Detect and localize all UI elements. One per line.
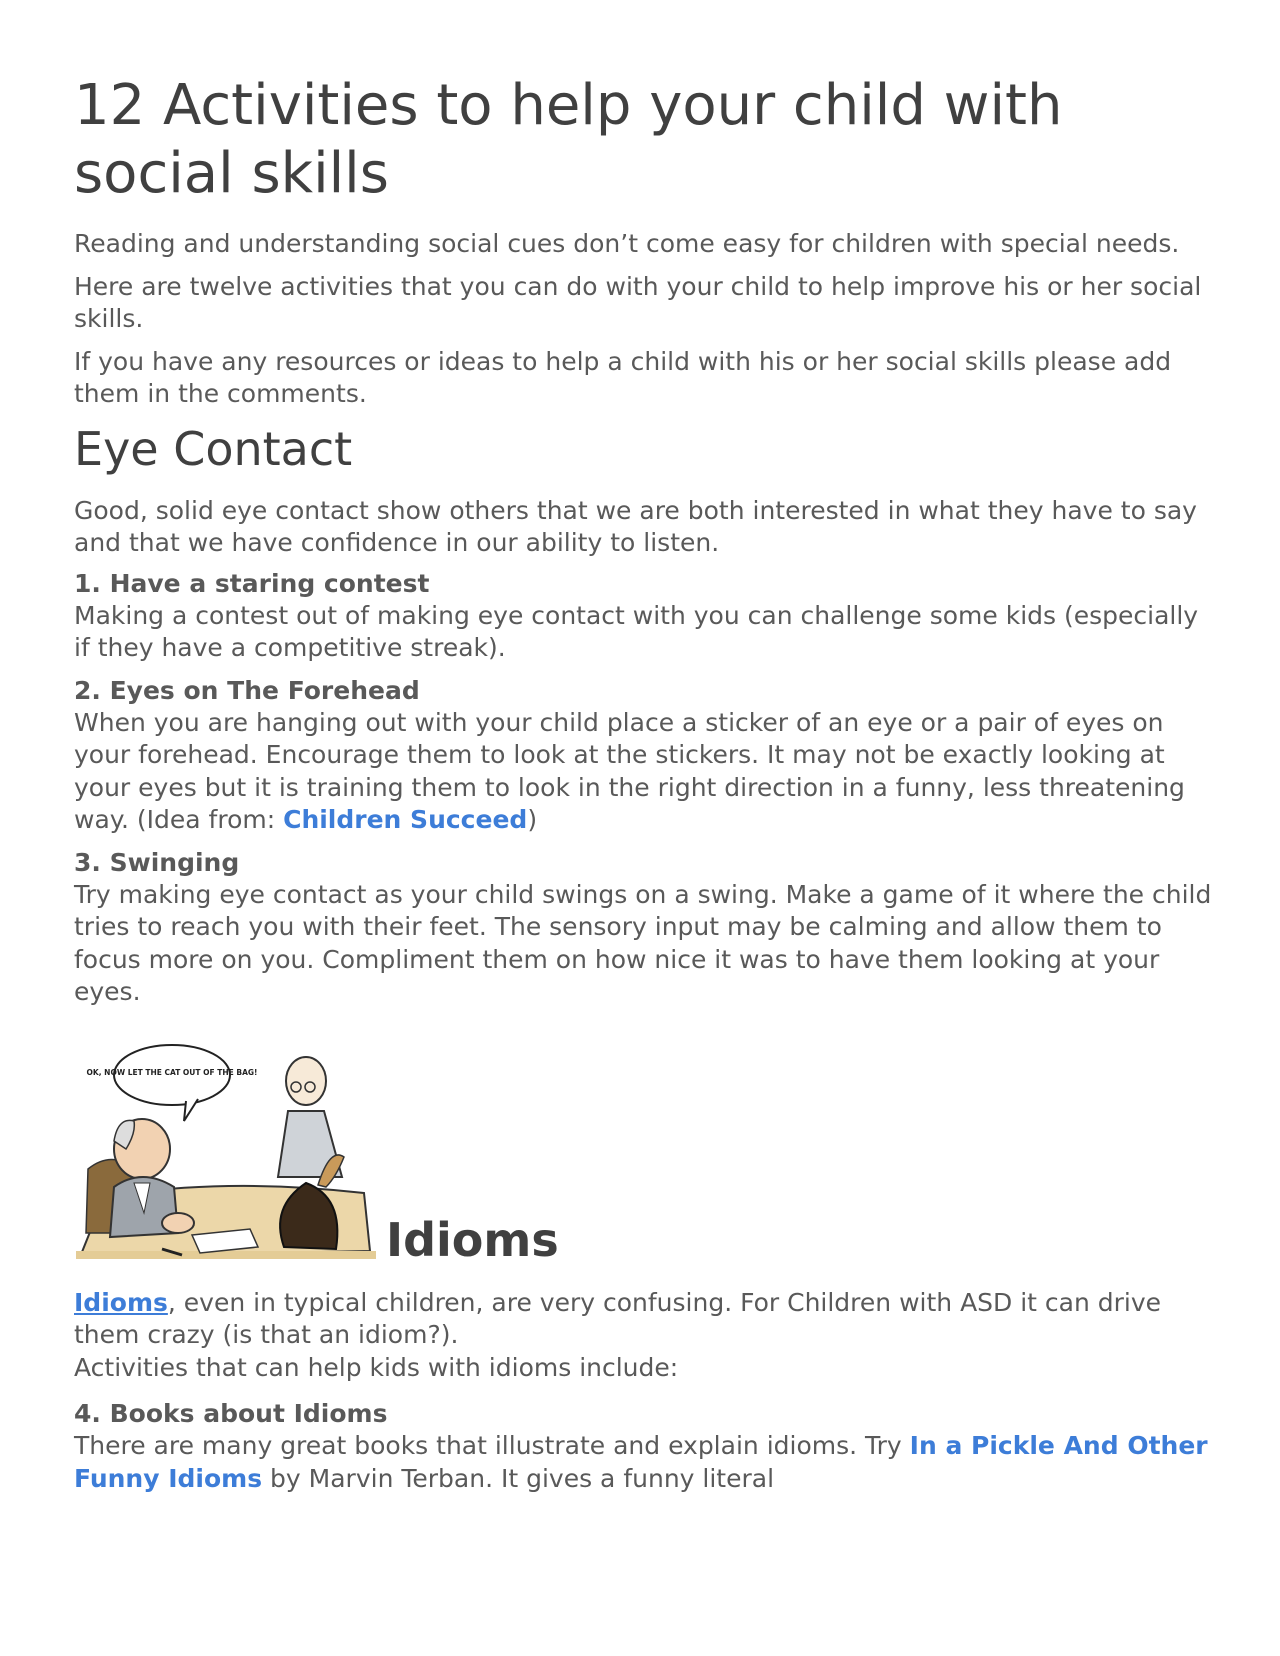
idioms-header-row	[74, 1037, 1214, 1265]
activity-4-text-after: by Marvin Terban. It gives a funny literal	[262, 1463, 775, 1493]
activity-2-text: When you are hanging out with your child place a sticker of an eye or a pair of eyes on your forehead. Encourage them to look at the stickers. It may not be exactly looking at your eyes but it is training them to look in the right direction in a funny, less threatening way. (Idea from:	[74, 707, 1185, 834]
idiom-cartoon-image	[74, 1037, 386, 1265]
activity-2-close: )	[527, 805, 538, 834]
idioms-activities-intro: Activities that can help kids with idioms include:	[74, 1352, 679, 1382]
intro-section	[74, 228, 1214, 411]
idioms-section	[74, 1287, 1214, 1385]
activity-1	[74, 568, 1214, 665]
activity-4-text: There are many great books that illustrate and explain idioms. Try	[74, 1431, 910, 1460]
activity-1-body: Making a contest out of making eye contact with you can challenge some kids (especially if they have a competitive streak).	[74, 600, 1199, 662]
activity-4-body	[74, 1430, 1214, 1495]
eye-contact-intro: Good, solid eye contact show others that we are both interested in what they have to say and that we have confidence in our ability to listen.	[74, 495, 1197, 557]
idioms-link[interactable]: Idioms	[74, 1287, 168, 1317]
activity-4	[74, 1398, 1214, 1495]
intro-paragraph-1: Reading and understanding social cues don’t come easy for children with special needs.	[74, 229, 1180, 258]
activity-3-body: Try making eye contact as your child swings on a swing. Make a game of it where the child tries to reach you with their feet. The sensory input may be calming and allow them to focus more on you. Compliment them on how nice it was to have them looking at your eyes.	[74, 879, 1212, 1006]
activity-4-title: 4. Books about Idioms	[74, 1399, 388, 1428]
activity-2-title: 2. Eyes on The Forehead	[74, 675, 420, 705]
eye-contact-heading: Eye Contact	[74, 421, 353, 476]
intro-paragraph-2: Here are twelve activities that you can do with your child to help improve his or her social skills.	[74, 271, 1202, 333]
activity-3	[74, 847, 1214, 1009]
activity-1-title: 1. Have a staring contest	[74, 568, 430, 598]
in-a-pickle-link[interactable]: In a Pickle And Other Funny Idioms	[74, 1431, 1208, 1493]
activity-2-body	[74, 707, 1214, 837]
document-page	[74, 72, 1214, 1505]
activity-2	[74, 675, 1214, 837]
children-succeed-link[interactable]: Children Succeed	[283, 805, 528, 834]
page-title: 12 Activities to help your child with social skills	[74, 73, 1063, 206]
intro-paragraph-3: If you have any resources or ideas to help a child with his or her social skills please add them in the comments.	[74, 346, 1172, 408]
idioms-paragraph	[74, 1287, 1214, 1352]
idioms-heading: Idioms	[386, 1212, 559, 1267]
activity-3-title: 3. Swinging	[74, 847, 240, 877]
idioms-text: , even in typical children, are very confusing. For Children with ASD it can drive them crazy (is that an idiom?).	[74, 1287, 1162, 1349]
cartoon-caption: OK, NOW LET THE CAT OUT OF THE BAG!	[86, 1067, 258, 1077]
